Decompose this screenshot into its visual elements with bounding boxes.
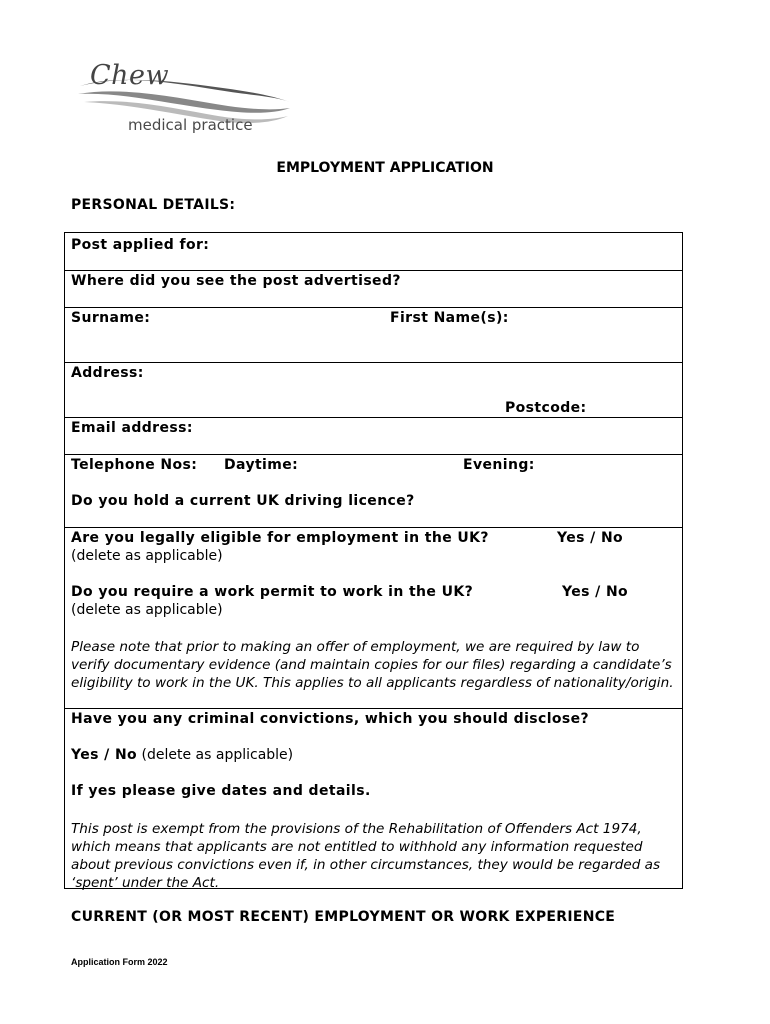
row-divider — [65, 417, 682, 418]
row-divider — [65, 708, 682, 709]
eligibility-yes-no[interactable]: Yes / No — [557, 530, 624, 546]
telephone-label: Telephone Nos: — [71, 457, 198, 473]
surname-field[interactable]: Surname: — [71, 310, 151, 326]
daytime-phone-field[interactable]: Daytime: — [224, 457, 299, 473]
convictions-yes-no[interactable]: Yes / No — [71, 747, 138, 763]
eligibility-delete-note: (delete as applicable) — [71, 548, 223, 564]
convictions-delete-note: (delete as applicable) — [137, 747, 294, 763]
convictions-details-prompt: If yes please give dates and details. — [71, 783, 371, 799]
convictions-question: Have you any criminal convictions, which you should disclose? — [71, 711, 590, 727]
logo-subtitle: medical practice — [128, 116, 253, 134]
row-divider — [65, 454, 682, 455]
row-divider — [65, 362, 682, 363]
personal-details-heading: PERSONAL DETAILS: — [71, 197, 236, 213]
email-field[interactable]: Email address: — [71, 420, 193, 436]
postcode-field[interactable]: Postcode: — [505, 400, 587, 416]
address-field[interactable]: Address: — [71, 365, 144, 381]
driving-licence-question[interactable]: Do you hold a current UK driving licence? — [71, 493, 415, 509]
eligibility-question: Are you legally eligible for employment in the UK? — [71, 530, 489, 546]
practice-logo — [78, 60, 293, 142]
form-title: EMPLOYMENT APPLICATION — [276, 160, 494, 176]
convictions-answer[interactable] — [71, 747, 293, 763]
work-permit-delete-note: (delete as applicable) — [71, 602, 223, 618]
footer-text: Application Form 2022 — [71, 957, 168, 967]
first-names-field[interactable]: First Name(s): — [390, 310, 509, 326]
personal-details-table — [64, 232, 683, 889]
verification-note: Please note that prior to making an offer of employment, we are required by law to verify documentary evidence (and maintain copies for our files) regarding a candidate’s eligibility to work in the UK. This applies to all applicants regardless of nationality/origin. — [71, 639, 674, 691]
logo-script-text: Chew — [90, 60, 170, 91]
rehabilitation-act-note: This post is exempt from the provisions of the Rehabilitation of Offenders Act 1974, which means that applicants are not entitled to withhold any information requested about previous convictions even if, in other circumstances, they would be regarded as ‘spent’ under the Act. — [71, 821, 661, 891]
work-permit-question: Do you require a work permit to work in the UK? — [71, 584, 474, 600]
advertised-field[interactable]: Where did you see the post advertised? — [71, 273, 401, 289]
post-applied-field[interactable]: Post applied for: — [71, 237, 210, 253]
row-divider — [65, 307, 682, 308]
row-divider — [65, 527, 682, 528]
employment-heading: CURRENT (OR MOST RECENT) EMPLOYMENT OR WORK EXPERIENCE — [71, 909, 616, 925]
work-permit-yes-no[interactable]: Yes / No — [562, 584, 629, 600]
row-divider — [65, 270, 682, 271]
evening-phone-field[interactable]: Evening: — [463, 457, 535, 473]
